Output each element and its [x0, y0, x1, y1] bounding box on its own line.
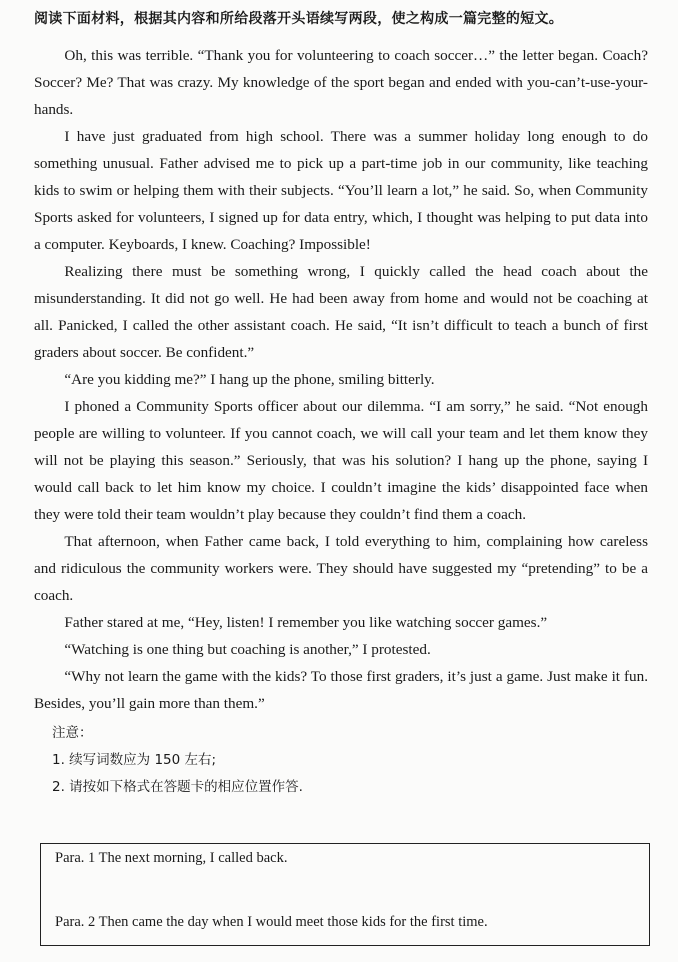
- note-item-word-count: 1. 续写词数应为 150 左右;: [52, 752, 217, 768]
- passage-paragraph: I phoned a Community Sports officer about our dilemma. “I am sorry,” he said. “Not enough people are willing to volunteer. If you cannot coach, we will call your team and let them know they will not be playing this season.” Seriously, that was his solution? I hang up the phone, saying I would call back to let him know my choice. I couldn’t imagine the kids’ disappointed face when they were told their team wouldn’t play because they couldn’t find them a coach.: [34, 398, 648, 523]
- notes-section: [34, 720, 648, 801]
- passage-paragraph: “Are you kidding me?” I hang up the phone, smiling bitterly.: [64, 371, 435, 388]
- para-1-opening: Para. 1 The next morning, I called back.: [55, 850, 288, 866]
- passage-paragraph: Realizing there must be something wrong, I quickly called the head coach about the misunderstanding. It did not go well. He had been away from home and would not be coaching at all. Panicked, I called the other assistant coach. He said, “It isn’t difficult to teach a bunch of first graders about soccer. Be confident.”: [34, 263, 648, 361]
- passage-paragraph: “Watching is one thing but coaching is another,” I protested.: [64, 641, 431, 658]
- passage-paragraph: Oh, this was terrible. “Thank you for volunteering to coach soccer…” the letter began. Coach? Soccer? Me? That was crazy. My knowledge of the sport began and ended with you-can’t-use-your-hands.: [34, 47, 648, 118]
- passage-paragraph: “Why not learn the game with the kids? To those first graders, it’s just a game. Just make it fun. Besides, you’ll gain more than them.”: [34, 668, 648, 712]
- notes-heading: 注意：: [52, 725, 93, 741]
- reading-passage: [34, 42, 648, 717]
- note-item-format: 2. 请按如下格式在答题卡的相应位置作答.: [52, 779, 303, 795]
- passage-paragraph: I have just graduated from high school. There was a summer holiday long enough to do something unusual. Father advised me to pick up a part-time job in our community, like teaching kids to swim or helping them with their subjects. “You’ll learn a lot,” he said. So, when Community Sports asked for volunteers, I signed up for data entry, which, I thought was helping to put data into a computer. Keyboards, I knew. Coaching? Impossible!: [34, 128, 648, 253]
- answer-format-box: [40, 843, 650, 946]
- task-instruction: 阅读下面材料，根据其内容和所给段落开头语续写两段，使之构成一篇完整的短文。: [34, 11, 564, 27]
- passage-paragraph: That afternoon, when Father came back, I told everything to him, complaining how careless and ridiculous the community workers were. They should have suggested my “pretending” to be a coach.: [34, 533, 648, 604]
- passage-paragraph: Father stared at me, “Hey, listen! I remember you like watching soccer games.”: [64, 614, 548, 631]
- para-2-opening: Para. 2 Then came the day when I would meet those kids for the first time.: [55, 914, 488, 930]
